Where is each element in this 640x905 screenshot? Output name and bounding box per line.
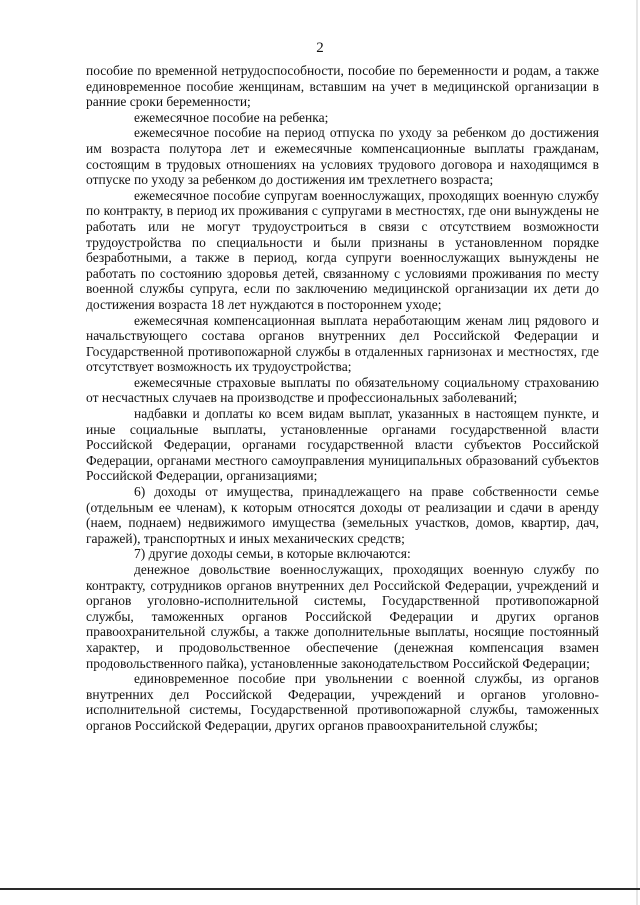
paragraph-property-income: 6) доходы от имущества, принадлежащего на праве собственности семье (отдельным ее членам), к которым относятся доходы от реализации и сдачи в аренду (наем, поднаем) недвижимого имущества (земельных участков, домов, квартир, дач, гаражей), транспортных и иных механических средств;: [86, 484, 599, 546]
scan-edge-right: [636, 0, 638, 905]
paragraph-surcharges: надбавки и доплаты ко всем видам выплат, указанных в настоящем пункте, и иные социальные выплаты, установленные органами государственной власти Российской Федерации, органами государственной власти субъектов Российской Федерации, органами местного самоуправления муниципальных образований субъектов Российской Федерации, организациями;: [86, 406, 599, 484]
paragraph-insurance-payments: ежемесячные страховые выплаты по обязательному социальному страхованию от несчастных случаев на производстве и профессиональных заболеваний;: [86, 374, 599, 406]
paragraph-child-allowance: ежемесячное пособие на ребенка;: [134, 109, 329, 125]
paragraph-childcare-leave-allowance: ежемесячное пособие на период отпуска по уходу за ребенком до достижения им возраста полутора лет и ежемесячные компенсационные выплаты гражданам, состоящим в трудовых отношениях на условиях трудового договора и находящимся в отпуске по уходу за ребенком до достижения им трехлетнего возраста;: [86, 125, 599, 188]
document-body: [86, 63, 599, 734]
paragraph-other-income: 7) другие доходы семьи, в которые включаются:: [134, 546, 411, 562]
paragraph-military-pay: денежное довольствие военнослужащих, проходящих военную службу по контракту, сотрудников органов внутренних дел Российской Федерации, учреждений и органов уголовно-исполнительной системы, Государственной противопожарной службы, таможенных органов Российской Федерации и других органов правоохранительной службы, а также дополнительные выплаты, носящие постоянный характер, и продовольственное обеспечение (денежная компенсация взамен продовольственного пайка), установленные законодательством Российской Федерации;: [86, 562, 599, 671]
paragraph-discharge-allowance: единовременное пособие при увольнении с военной службы, из органов внутренних дел Российской Федерации, учреждений и органов уголовно-исполнительной системы, Государственной противопожарной службы, таможенных органов Российской Федерации, других органов правоохранительной службы;: [86, 671, 599, 733]
scan-edge-bottom: [0, 888, 640, 890]
paragraph-compensation-wives: ежемесячная компенсационная выплата неработающим женам лиц рядового и начальствующего состава органов внутренних дел Российской Федерации и Государственной противопожарной службы в отдаленных гарнизонах и местностях, где отсутствует возможность их трудоустройства;: [86, 312, 599, 375]
paragraph-maternity-benefits: пособие по временной нетрудоспособности, пособие по беременности и родам, а также единовременное пособие женщинам, вставшим на учет в медицинской организации в ранние сроки беременности;: [86, 63, 599, 110]
paragraph-military-spouse-allowance: ежемесячное пособие супругам военнослужащих, проходящих военную службу по контракту, в период их проживания с супругами в местностях, где они вынуждены не работать или не могут трудоустроиться в связи с отсутствием возможности трудоустройства по специальности и были признаны в установленном порядке безработными, а также в период, когда супруги военнослужащих вынуждены не работать по состоянию здоровья детей, связанному с условиями проживания по месту военной службы супруга, если по заключению медицинской организации их дети до достижения возраста 18 лет нуждаются в постороннем уходе;: [86, 187, 599, 312]
page-number: 2: [316, 40, 324, 56]
